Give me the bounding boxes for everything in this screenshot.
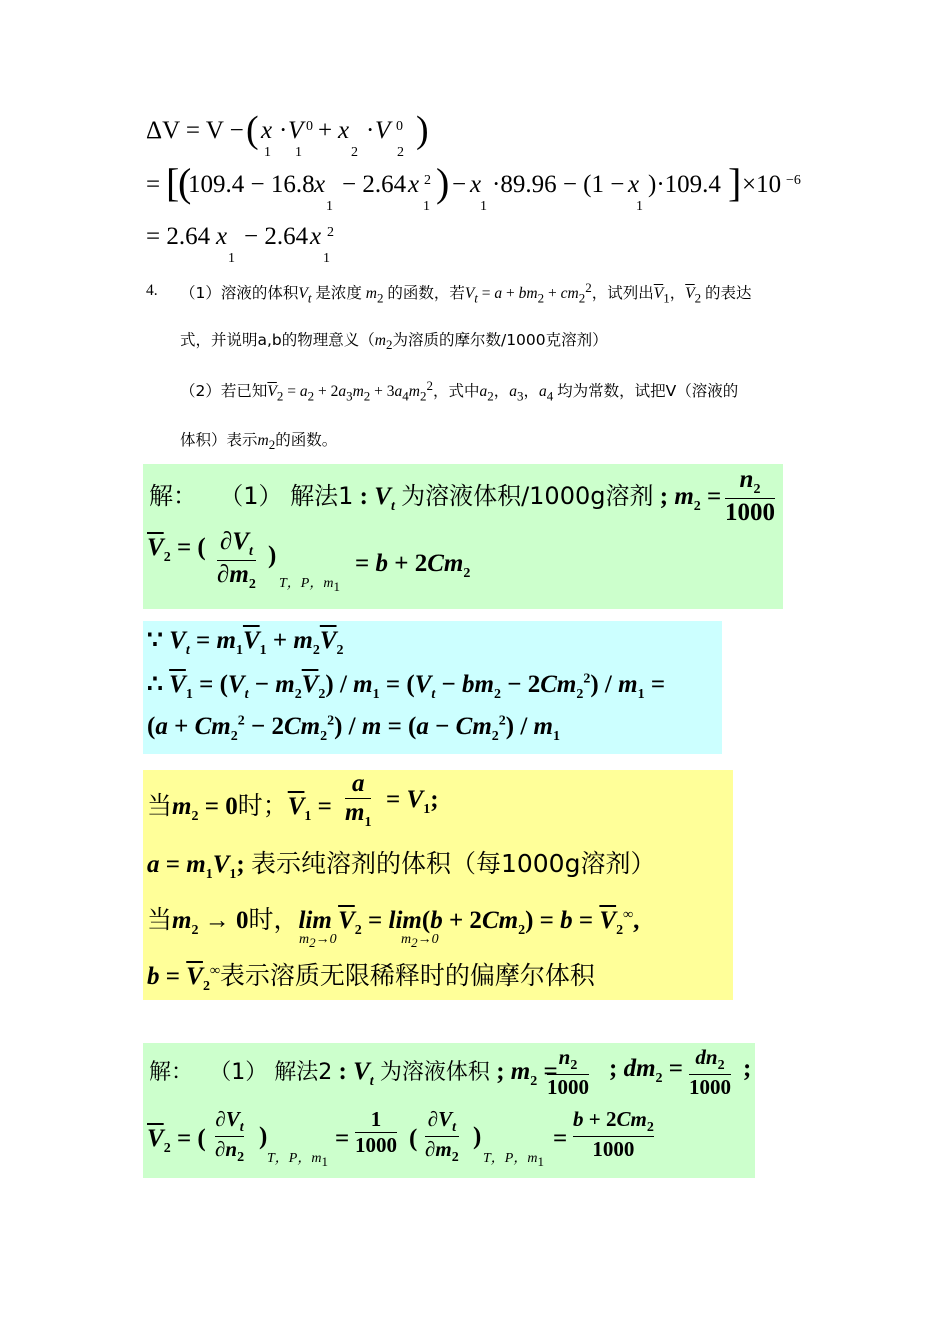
- solution1-result: = $b + 2Cm_2$: [355, 550, 471, 581]
- solution2-v2: $\overline{V}_2$ = (: [147, 1125, 206, 1156]
- svg-text:×10: ×10: [742, 171, 782, 198]
- equation-delta-v: [146, 108, 446, 160]
- solution2-frac1: $n_2$ 1000: [547, 1045, 589, 1100]
- solution2-semicolon: ;: [743, 1055, 752, 1082]
- svg-text:− 2.64: − 2.64: [342, 171, 407, 198]
- derivation-line3: $(a + Cm_2^2 - 2Cm_2^2) / m = (a - Cm_2^2) / m_1$: [147, 713, 560, 744]
- svg-text:x: x: [408, 171, 420, 198]
- q1-text-c: 的函数，若: [387, 284, 465, 303]
- q1-text-d: ，试列出: [591, 284, 654, 303]
- svg-text:x: x: [338, 117, 350, 144]
- svg-text:1: 1: [636, 199, 643, 212]
- svg-text:= 2.64: = 2.64: [146, 223, 211, 250]
- solution2-partial1: $\partial V_t$ $\partial n_2$: [215, 1107, 245, 1166]
- svg-text:)·109.4: )·109.4: [648, 171, 721, 198]
- svg-text:x: x: [470, 171, 482, 198]
- svg-text:1: 1: [326, 199, 333, 212]
- svg-text:2: 2: [424, 173, 431, 188]
- svg-text:[: [: [166, 160, 180, 205]
- svg-text:·: ·: [366, 117, 375, 144]
- solution2-partial2: $\partial V_t$ $\partial m_2$: [425, 1107, 459, 1166]
- q2-line1-b: ，式中: [433, 382, 480, 401]
- limits-line3: 当$m_2 \to 0$时，$\lim \overline{V}_2 = \lim(b + 2Cm_2) = b = \overline{V}_2^\infty$,: [147, 905, 640, 938]
- q1-text-f: 的表达: [705, 284, 752, 303]
- solution2-frac2: $dn_2$ 1000: [689, 1045, 731, 1100]
- solution2-header: 解： （1） 解法2 : $V_t$ 为溶液体积 ; $m_2$ =: [149, 1058, 558, 1089]
- solution2-box: [143, 1043, 755, 1178]
- svg-text:): ): [436, 160, 450, 205]
- svg-text:]: ]: [728, 160, 742, 205]
- svg-text:1: 1: [323, 251, 330, 266]
- solution2-eq2: =: [553, 1125, 568, 1152]
- svg-text:(: (: [178, 160, 192, 205]
- limits-lim2-sub: $m_2\to 0$: [401, 932, 439, 950]
- svg-text:2: 2: [327, 225, 334, 240]
- svg-text:·: ·: [279, 117, 288, 144]
- solution1-partial: $\overline{V}_2$ = (: [147, 534, 206, 565]
- question-part1-line1: （1）溶液的体积$V_t$ 是浓度 $m_2$ 的函数，若$V_t = a + bm_2 + cm_2^2$，试列出$\overline{V}_1$，$\overline{V}_2$ 的表达: [180, 280, 752, 306]
- derivation-line2: ∴ $\overline{V}_1 = (V_t - m_2\overline{V}_2) / m_1 = (V_t - bm_2 - 2Cm_2^2) / m_1$ =: [147, 671, 666, 702]
- equation-expansion-render: [146, 160, 806, 212]
- limits-line4: $b = \overline{V}_2^\infty$表示溶质无限稀释时的偏摩尔体积: [147, 961, 595, 994]
- svg-text:− 2.64: − 2.64: [244, 223, 309, 250]
- svg-text:(: (: [246, 109, 259, 151]
- svg-text:−6: −6: [786, 173, 801, 188]
- svg-text:=: =: [146, 171, 161, 198]
- solution2-eq1: =: [335, 1125, 350, 1152]
- q1-line2-b: 为溶质的摩尔数/1000克溶剂）: [392, 331, 608, 349]
- svg-text:2: 2: [351, 145, 358, 160]
- limits-box: [143, 770, 733, 1000]
- question-part2-line2: 体积）表示$m_2$的函数。: [180, 431, 338, 453]
- equation-result-render: [146, 214, 366, 266]
- svg-text:x: x: [261, 117, 273, 144]
- svg-text:1: 1: [264, 145, 271, 160]
- svg-text:1: 1: [423, 199, 430, 212]
- equation-delta-v-render: [146, 108, 446, 160]
- svg-text:1: 1: [480, 199, 487, 212]
- q1-text-b: 是浓度: [315, 284, 362, 303]
- solution2-frac3: 1 1000: [355, 1107, 397, 1157]
- solution1-partial-close: ): [268, 542, 277, 569]
- question-part1-line2: 式，并说明a,b的物理意义（$m_2$为溶质的摩尔数/1000克溶剂）: [180, 331, 608, 353]
- svg-text:x: x: [216, 223, 228, 250]
- equation-result: [146, 214, 366, 266]
- solution1-subscript: T，P，$m_1$: [279, 576, 340, 594]
- svg-text:1: 1: [228, 251, 235, 266]
- svg-text:2: 2: [397, 145, 404, 160]
- limits-lim1-sub: $m_2\to 0$: [299, 932, 337, 950]
- equation-expansion: [146, 160, 806, 212]
- solution1-partial-fraction: $\partial V_t$ $\partial m_2$: [217, 528, 256, 592]
- svg-text:x: x: [310, 223, 322, 250]
- solution2-open2: (: [409, 1125, 418, 1152]
- svg-text:x: x: [314, 171, 326, 198]
- solution1-box: [143, 464, 783, 609]
- limits-fraction: a $m_1$: [345, 770, 372, 830]
- derivation-box: [143, 621, 722, 754]
- svg-text:ΔV = V −: ΔV = V −: [146, 117, 244, 144]
- question-number: 4.: [146, 282, 158, 299]
- svg-text:·89.96 − (1 −: ·89.96 − (1 −: [492, 171, 625, 198]
- solution2-close2: ): [473, 1123, 482, 1150]
- q2-line1-a: （2）若已知: [180, 382, 268, 401]
- q2-line1-c: 均为常数，试把V（溶液的: [557, 382, 739, 401]
- limits-line1-end: = $V_1$;: [386, 786, 439, 817]
- q2-line2-a: 体积）表示: [180, 431, 258, 449]
- svg-text:−: −: [452, 171, 467, 198]
- q1-text-e: ，: [669, 284, 686, 303]
- svg-text:0: 0: [306, 119, 313, 134]
- q1-line2-a: 式，并说明a,b的物理意义（: [180, 331, 375, 349]
- svg-text:1: 1: [295, 145, 302, 160]
- svg-text:109.4 − 16.8: 109.4 − 16.8: [188, 171, 315, 198]
- question-part2-line1: （2）若已知$\overline{V}_2 = a_2 + 2a_3m_2 + 3a_4m_2^2$，式中$a_2$，$a_3$，$a_4$ 均为常数，试把V（溶液的: [180, 378, 739, 404]
- svg-text:V: V: [375, 117, 391, 144]
- q1-text-a: （1）溶液的体积: [180, 284, 299, 303]
- svg-text:V: V: [288, 117, 304, 144]
- limits-line2: $a = m_1V_1$; 表示纯溶剂的体积（每1000g溶剂）: [147, 849, 656, 882]
- limits-line1: 当$m_2 = 0$时；$\overline{V}_1$ =: [147, 791, 332, 824]
- q2-line2-b: 的函数。: [275, 431, 338, 449]
- solution2-dm: ; $dm_2$ =: [609, 1055, 684, 1086]
- svg-text:x: x: [628, 171, 640, 198]
- svg-text:+: +: [318, 117, 333, 144]
- solution2-close1: ): [259, 1123, 268, 1150]
- svg-text:): ): [416, 109, 429, 151]
- solution1-header: 解： （1） 解法1 : $V_t$ 为溶液体积/1000g溶剂 ; $m_2$ =: [149, 482, 722, 514]
- solution2-frac4: $b + 2Cm_2$ 1000: [573, 1107, 654, 1162]
- solution1-fraction: $n_2$ 1000: [725, 466, 775, 526]
- solution2-sub2: T，P，$m_1$: [483, 1151, 544, 1169]
- svg-text:0: 0: [396, 119, 403, 134]
- solution2-sub1: T，P，$m_1$: [267, 1151, 328, 1169]
- derivation-line1: ∵ $V_t = m_1\overline{V}_1 + m_2\overline{V}_2$: [147, 627, 344, 658]
